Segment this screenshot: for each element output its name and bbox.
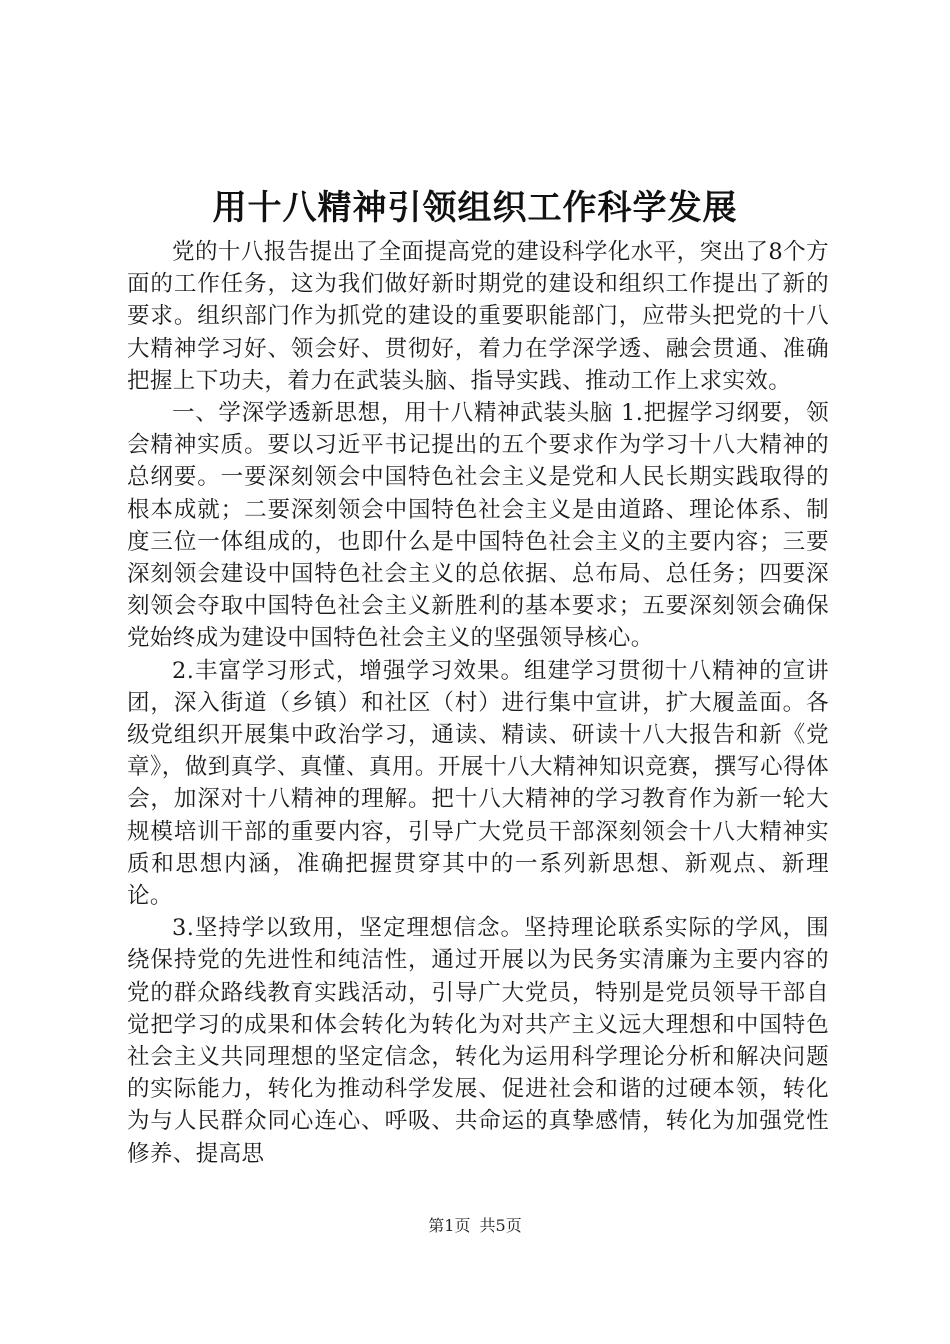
document-body bbox=[127, 236, 829, 1170]
page-footer bbox=[0, 1215, 950, 1237]
page-total: 共5页 bbox=[479, 1216, 522, 1235]
paragraph-item-3: 3.坚持学以致用，坚定理想信念。坚持理论联系实际的学风，围绕保持党的先进性和纯洁性，通过开展以为民务实清廉为主要内容的党的群众路线教育实践活动，引导广大党员，特别是党员领导干部自觉把学习的成果和体会转化为转化为对共产主义远大理想和中国特色社会主义共同理想的坚定信念，转化为运用科学理论分析和解决问题的实际能力，转化为推动科学发展、促进社会和谐的过硬本领，转化为与人民群众同心连心、呼吸、共命运的真挚感情，转化为加强党性修养、提高思 bbox=[127, 915, 829, 1167]
paragraph-intro: 党的十八报告提出了全面提高党的建设科学化水平，突出了8个方面的工作任务，这为我们做好新时期党的建设和组织工作提出了新的要求。组织部门作为抓党的建设的重要职能部门，应带头把党的十八大精神学习好、领会好、贯彻好，着力在学深学透、融会贯通、准确把握上下功夫，着力在武装头脑、指导实践、推动工作上求实效。 bbox=[127, 239, 829, 394]
page-number: 第1页 bbox=[428, 1216, 471, 1235]
paragraph-item-2: 2.丰富学习形式，增强学习效果。组建学习贯彻十八精神的宣讲团，深入街道（乡镇）和社区（村）进行集中宣讲，扩大履盖面。各级党组织开展集中政治学习，通读、精读、研读十八大报告和新《党章》，做到真学、真懂、真用。开展十八大精神知识竞赛，撰写心得体会，加深对十八精神的理解。把十八大精神的学习教育作为新一轮大规模培训干部的重要内容，引导广大党员干部深刻领会十八大精神实质和思想内涵，准确把握贯穿其中的一系列新思想、新观点、新理论。 bbox=[127, 657, 829, 910]
paragraph-section-1: 一、学深学透新思想，用十八精神武装头脑 1.把握学习纲要，领会精神实质。要以习近平书记提出的五个要求作为学习十八大精神的总纲要。一要深刻领会中国特色社会主义是党和人民长期实践取得的根本成就；二要深刻领会中国特色社会主义是由道路、理论体系、制度三位一体组成的，也即什么是中国特色社会主义的主要内容；三要深刻领会建设中国特色社会主义的总依据、总布局、总任务；四要深刻领会夺取中国特色社会主义新胜利的基本要求；五要深刻领会确保党始终成为建设中国特色社会主义的坚强领导核心。 bbox=[127, 400, 829, 652]
document-title: 用十八精神引领组织工作科学发展 bbox=[212, 188, 738, 228]
